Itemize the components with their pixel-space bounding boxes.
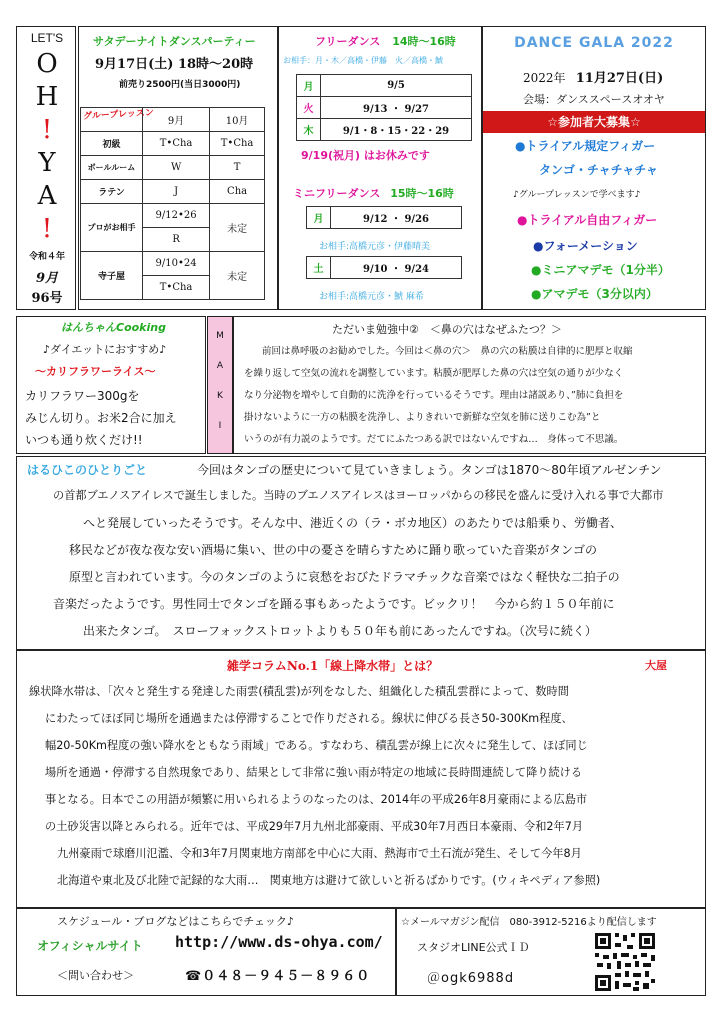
table-cell: 9/12•26: [143, 204, 210, 228]
gala-date-line: [523, 67, 663, 86]
official-site-label: オフィシャルサイト: [37, 939, 143, 953]
cooking-box: [16, 316, 206, 454]
dates-cell: 9/5: [321, 75, 472, 97]
maki-letter: I: [218, 421, 222, 431]
table-row: [81, 156, 265, 180]
free-dance-title: フリーダンス: [315, 35, 381, 48]
day-cell: 月: [307, 207, 331, 229]
column-title: 雑学コラムNo.1「線上降水帯」とは？: [227, 659, 439, 673]
table-cell: T•Cha: [210, 132, 265, 156]
study-line: を繰り返して空気の流れを調整しています。粘膜が肥厚した鼻の穴は空気の通りが少なく: [244, 368, 624, 379]
gala-box: [482, 26, 706, 310]
party-title: サタデーナイトダンスパーティー: [93, 35, 256, 48]
column-line: にわたってほぼ同じ場所を通過または停滞することで作りだされる。線状に伸びる長さ50-300Km程度、: [45, 712, 573, 725]
group-lesson-label: グループレッスン: [82, 108, 155, 122]
party-price: 前売り2500円(当日3000円): [119, 80, 241, 90]
column-line: 場所を通過・停滞する自然現象であり、結果として非常に強い雨が特定の地域に長時間連続して降り続ける: [45, 766, 583, 779]
column-line: 北海道や東北及び北陸で記録的な大雨… 関東地方は避けて欲しいと祈るばかりです。(ウィキペディア参照): [57, 874, 601, 887]
table-cell: W: [143, 156, 210, 180]
schedule-note: スケジュール・ブログなどはこちらでチェック♪: [57, 915, 294, 928]
table-cell: 未定: [210, 252, 265, 300]
table-cell: R: [143, 228, 210, 252]
mini-partner: お相手:高橋元彦・鯱 麻希: [319, 292, 424, 302]
gala-year: 2022年: [523, 71, 566, 85]
day-cell: 土: [307, 257, 331, 279]
row-label: 初級: [81, 132, 143, 156]
column-line: 線状降水帯は、「次々と発生する発達した雨雲(積乱雲)が列をなした、組織化した積乱雲群によって、数時間: [29, 685, 569, 698]
masthead-char: A: [37, 181, 57, 211]
gala-item: ●トライアル規定フィガー: [515, 139, 656, 153]
gala-item: ●トライアル自由フィガー: [517, 213, 658, 227]
mini-free-time: 15時〜16時: [390, 187, 454, 200]
party-date: 9月17日(土) 18時〜20時: [95, 57, 254, 72]
table-cell: T•Cha: [143, 276, 210, 300]
table-row: [307, 207, 462, 229]
table-row: [297, 97, 472, 119]
cooking-title: はんちゃんCooking: [61, 321, 166, 334]
masthead-char: !: [41, 214, 53, 244]
masthead: [16, 26, 76, 310]
gala-venue: 会場：ダンススペースオオヤ: [523, 93, 665, 106]
cooking-tag: ♪ダイエットにおすすめ♪: [43, 343, 167, 356]
day-cell: 火: [297, 97, 321, 119]
table-cell: 9/10•24: [143, 252, 210, 276]
masthead-era: 令和４年: [28, 252, 65, 262]
masthead-char: !: [41, 115, 53, 145]
cooking-line: いつも通り炊くだけ!!: [25, 433, 143, 447]
gala-item: ●フォーメーション: [533, 239, 638, 253]
table-header: 9月: [143, 108, 210, 132]
phone-number[interactable]: ☎０４８－９４５－８９６０: [185, 969, 371, 984]
haruhiko-line: 今回はタンゴの歴史について見ていきましょう。タンゴは1870〜80年頃アルゼンチン: [197, 463, 662, 477]
contact-label: ＜問い合わせ＞: [57, 969, 134, 982]
gala-recruit-banner: ☆参加者大募集☆: [483, 111, 705, 133]
masthead-char: Y: [38, 148, 56, 178]
table-header: 10月: [210, 108, 265, 132]
cooking-name: 〜カリフラワーライス〜: [35, 365, 156, 378]
dates-cell: 9/12 ・ 9/26: [331, 207, 462, 229]
maki-letter: A: [216, 361, 224, 371]
table-row: [81, 180, 265, 204]
free-dance-partners: お相手：月・木／高橋・伊藤 火／高橋・鯱: [283, 56, 443, 65]
maki-band: [207, 316, 233, 454]
gala-item: ●アマデモ（3分以内）: [531, 287, 658, 301]
free-dance-heading: [315, 33, 456, 49]
study-line: 掛けないように一方の粘膜を洗浄し、よりきれいで新鮮な空気を肺に送りこむ為”と: [244, 412, 601, 423]
gala-item: ●ミニアマデモ（1分半）: [531, 263, 670, 277]
table-row: [81, 204, 265, 228]
haruhiko-box: [16, 456, 706, 650]
table-cell: T•Cha: [143, 132, 210, 156]
masthead-month: 9月: [35, 271, 59, 286]
haruhiko-line: 移民などが夜な夜な安い酒場に集い、世の中の憂さを晴らすために踊り歌っていた音楽がタンゴの: [69, 543, 598, 557]
dates-cell: 9/1・8・15・22・29: [321, 119, 472, 141]
cooking-line: カリフラワー300gを: [25, 389, 140, 403]
column-author: 大屋: [645, 659, 667, 672]
gala-date: 11月27日(日): [575, 71, 664, 86]
mini-free-heading: [293, 185, 454, 201]
day-cell: 木: [297, 119, 321, 141]
table-cell: Cha: [210, 180, 265, 204]
table-cell: T: [210, 156, 265, 180]
table-row: [81, 252, 265, 276]
table-cell: J: [143, 180, 210, 204]
mini-free-table-mon: [306, 206, 462, 229]
mail-magazine: ☆メールマガジン配信 080-3912-5216より配信します: [401, 917, 657, 928]
table-row: [81, 132, 265, 156]
table-cell: [81, 108, 143, 132]
official-site-link[interactable]: http://www.ds-ohya.com/: [175, 933, 383, 951]
column-line: の土砂災害以降とみられる。近年では、平成29年7月九州北部豪雨、平成30年7月西日本豪雨、令和2年7月: [45, 820, 584, 833]
row-label: ボールルーム: [81, 156, 143, 180]
row-label: ラテン: [81, 180, 143, 204]
haruhiko-title: はるひこのひとりごと: [27, 463, 148, 477]
study-line: 前回は鼻呼吸のお勧めでした。今回は＜鼻の穴＞ 鼻の穴の粘膜は自律的に肥厚と収縮: [262, 346, 633, 357]
footer-left: [16, 908, 396, 996]
column-line: 九州豪雨で球磨川氾濫、令和3年7月関東地方南部を中心に大雨、熱海市で土石流が発生、そして今年8月: [57, 847, 582, 860]
masthead-char: O: [36, 49, 58, 79]
column-line: 幅20-50Km程度の強い降水をともなう雨域」である。すなわち、積乱雲が線上に次々に発生して、ほぼ同じ: [45, 739, 588, 752]
line-id[interactable]: ＠ogk6988d: [427, 971, 515, 986]
haruhiko-line: へと発展していったそうです。そんな中、港近くの（ラ・ボカ地区）のあたりでは船乗り、労働者、: [83, 516, 623, 530]
line-official-label: スタジオLINE公式ＩＤ: [417, 941, 530, 954]
haruhiko-line: 原型と言われています。今のタンゴのように哀愁をおびたドラマチックな音楽ではなく軽快な二拍子の: [69, 570, 620, 584]
masthead-issue: 96号: [31, 291, 63, 306]
masthead-lets: LET'S: [30, 31, 64, 45]
table-row: [307, 257, 462, 279]
cooking-line: みじん切り。お米2合に加え: [25, 411, 177, 425]
table-cell: 未定: [210, 204, 265, 252]
masthead-char: H: [35, 82, 59, 112]
free-dance-time: 14時〜16時: [392, 35, 456, 48]
day-cell: 月: [297, 75, 321, 97]
dates-cell: 9/13 ・ 9/27: [321, 97, 472, 119]
mini-free-table-sat: [306, 256, 462, 279]
study-line: いうのが有力説のようです。だてにふたつある訳ではないんですね… 身体って不思議。: [244, 434, 624, 445]
gala-note: ♪グループレッスンで学べます♪: [513, 190, 641, 200]
table-row: [297, 119, 472, 141]
qr-code-icon[interactable]: [593, 931, 657, 993]
mini-partner: お相手:高橋元彦・伊藤晴美: [319, 242, 431, 252]
row-label: プロがお相手: [81, 204, 143, 252]
free-dance-table: [296, 74, 472, 141]
dates-cell: 9/10 ・ 9/24: [331, 257, 462, 279]
footer-right: [396, 908, 706, 996]
haruhiko-line: 出来たタンゴ。 スローフォックストロットよりも５０年も前にあったんですね。（次号に続く）: [83, 624, 597, 638]
study-title: ただいま勉強中② ＜鼻の穴はなぜふたつ？＞: [332, 323, 562, 336]
maki-letter: K: [217, 391, 223, 401]
table-row: [81, 108, 265, 132]
table-row: [297, 75, 472, 97]
group-lesson-table: [80, 107, 265, 300]
haruhiko-line: 音楽だったようです。男性同士でタンゴを踊る事もあったようです。ビックリ！ 今から約１５０年前に: [53, 597, 615, 611]
holiday-notice: 9/19(祝月) はお休みです: [301, 149, 430, 162]
haruhiko-line: の首都ブエノスアイレスで誕生しました。当時のブエノスアイレスはヨーロッパからの移民を盛んに受け入れる事で大都市: [53, 489, 664, 502]
gala-item: タンゴ・チャチャチャ: [539, 163, 658, 177]
mini-free-title: ミニフリーダンス: [293, 187, 381, 200]
row-label: 寺子屋: [81, 252, 143, 300]
column-line: 事となる。日本でこの用語が頻繁に用いられるようのなったのは、2014年の平成26年8月豪雨による広島市: [45, 793, 588, 806]
study-line: なり分泌物を増やして自動的に洗浄を行っているそうです。理由は諸説あり、”肺に負担を: [244, 390, 624, 401]
study-box: [233, 316, 706, 454]
maki-letter: M: [216, 331, 224, 341]
column-box: [16, 650, 706, 908]
gala-title: DANCE GALA 2022: [514, 35, 674, 51]
